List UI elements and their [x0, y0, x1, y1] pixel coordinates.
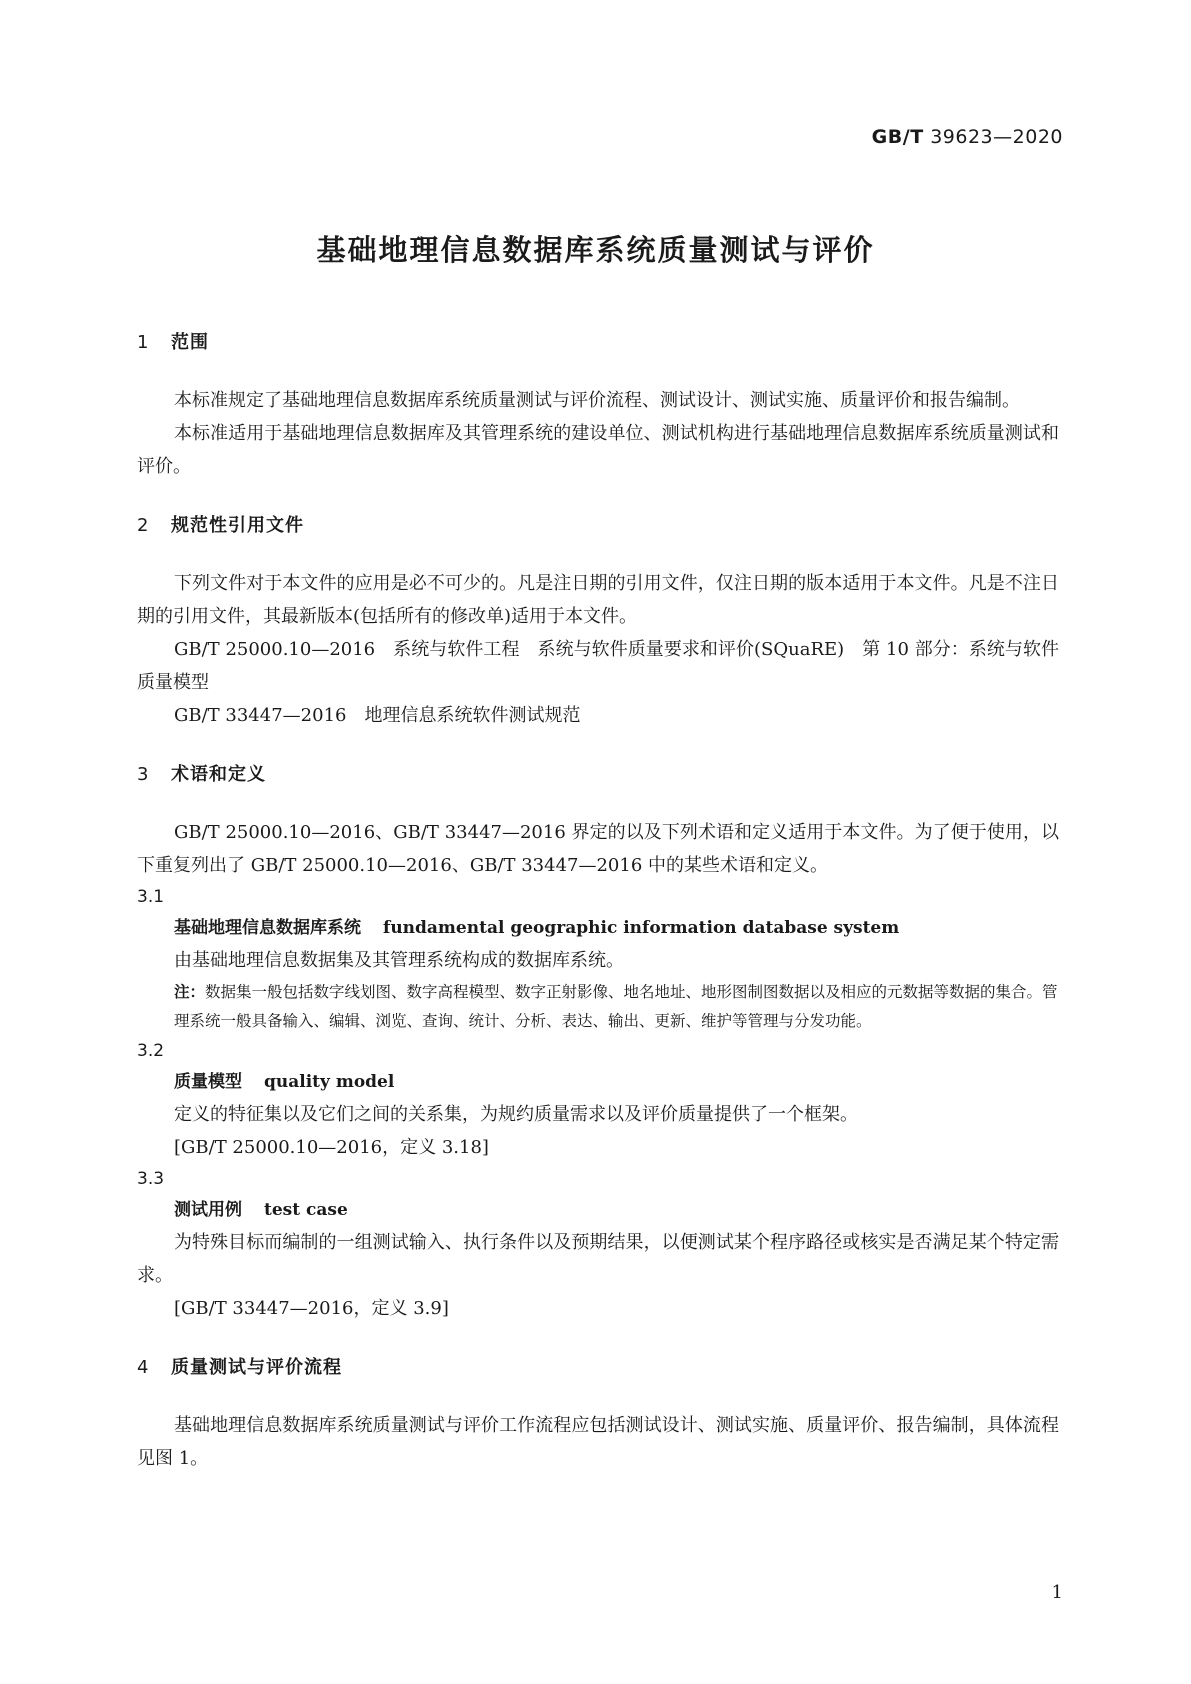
- document-title: 基础地理信息数据库系统质量测试与评价: [316, 233, 875, 267]
- section-number: 1: [137, 332, 150, 353]
- term-source: [GB/T 25000.10—2016，定义 3.18]: [174, 1137, 489, 1158]
- standard-code: [872, 126, 1063, 148]
- term-definition: 为特殊目标而编制的一组测试输入、执行条件以及预期结果，以便测试某个程序路径或核实是否满足某个特定需求。: [137, 1232, 1059, 1286]
- section-1-paragraph-2: 本标准适用于基础地理信息数据库及其管理系统的建设单位、测试机构进行基础地理信息数据库系统质量测试和评价。: [137, 423, 1059, 477]
- term-heading: [137, 1194, 1059, 1226]
- normative-reference-2: GB/T 33447—2016 地理信息系统软件测试规范: [174, 705, 581, 726]
- term-number: 3.3: [137, 1169, 165, 1189]
- section-3-heading: [137, 762, 1059, 788]
- standard-code-prefix: GB/T: [871, 126, 924, 148]
- section-number: 3: [137, 764, 150, 785]
- term-chinese: 基础地理信息数据库系统: [174, 918, 361, 938]
- term-english: quality model: [264, 1072, 395, 1092]
- term-heading: [137, 912, 1059, 944]
- section-4-heading: [137, 1355, 1059, 1381]
- section-3-paragraph-1: GB/T 25000.10—2016、GB/T 33447—2016 界定的以及下列术语和定义适用于本文件。为了便于使用，以下重复列出了 GB/T 25000.10—2016、GB/T 33447—2016 中的某些术语和定义。: [137, 822, 1059, 876]
- standard-code-number: 39623—2020: [930, 126, 1063, 148]
- term-number: 3.2: [137, 1041, 165, 1061]
- term-number: 3.1: [137, 887, 165, 907]
- section-1-heading: [137, 330, 1059, 356]
- section-title: 范围: [171, 332, 209, 353]
- section-number: 2: [137, 515, 150, 536]
- section-title: 术语和定义: [171, 764, 266, 785]
- note-label: 注：: [174, 982, 206, 1001]
- term-chinese: 测试用例: [174, 1200, 242, 1220]
- term-definition: 由基础地理信息数据集及其管理系统构成的数据库系统。: [174, 950, 624, 971]
- page-number: 1: [1051, 1582, 1063, 1603]
- section-2-heading: [137, 513, 1059, 539]
- normative-reference-1: GB/T 25000.10—2016 系统与软件工程 系统与软件质量要求和评价(SQuaRE) 第 10 部分：系统与软件质量模型: [137, 639, 1059, 693]
- section-4-paragraph-1: 基础地理信息数据库系统质量测试与评价工作流程应包括测试设计、测试实施、质量评价、报告编制，具体流程见图 1。: [137, 1415, 1059, 1469]
- document-body: [137, 330, 1059, 1475]
- term-source: [GB/T 33447—2016，定义 3.9]: [174, 1298, 449, 1319]
- section-1-paragraph-1: 本标准规定了基础地理信息数据库系统质量测试与评价流程、测试设计、测试实施、质量评价和报告编制。: [174, 390, 1020, 411]
- section-title: 规范性引用文件: [171, 515, 304, 536]
- term-english: test case: [264, 1200, 348, 1220]
- term-heading: [137, 1066, 1059, 1098]
- term-note: [137, 977, 1059, 1036]
- term-english: fundamental geographic information database system: [383, 918, 900, 938]
- term-chinese: 质量模型: [174, 1072, 242, 1092]
- section-2-paragraph-1: 下列文件对于本文件的应用是必不可少的。凡是注日期的引用文件，仅注日期的版本适用于本文件。凡是不注日期的引用文件，其最新版本(包括所有的修改单)适用于本文件。: [137, 573, 1059, 627]
- section-title: 质量测试与评价流程: [171, 1357, 342, 1378]
- section-number: 4: [137, 1357, 150, 1378]
- term-definition: 定义的特征集以及它们之间的关系集，为规约质量需求以及评价质量提供了一个框架。: [174, 1104, 858, 1125]
- note-text: 数据集一般包括数字线划图、数字高程模型、数字正射影像、地名地址、地形图制图数据以及相应的元数据等数据的集合。管理系统一般具备输入、编辑、浏览、查询、统计、分析、表达、输出、更新、维护等管理与分发功能。: [174, 983, 1058, 1030]
